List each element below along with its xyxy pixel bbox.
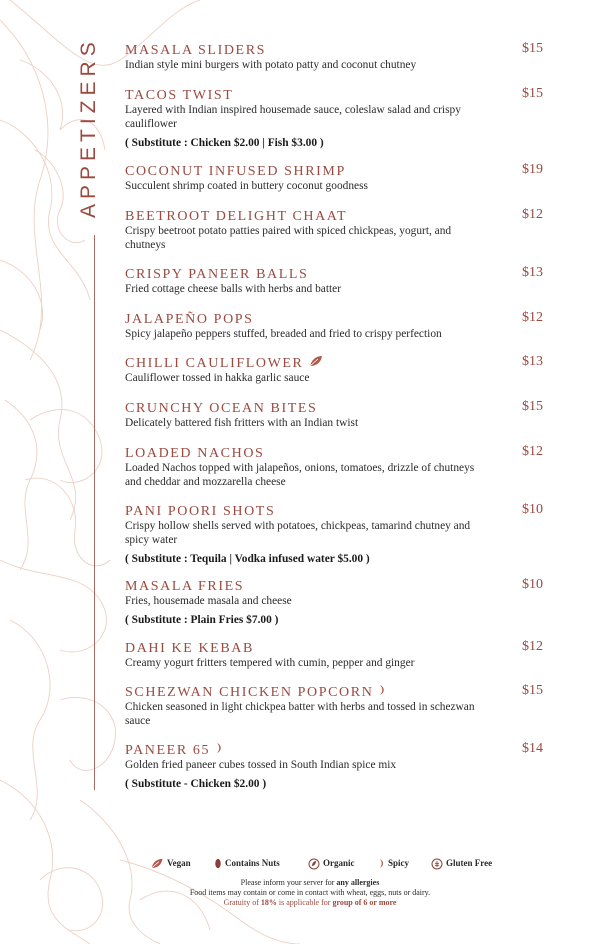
item-price: $15 bbox=[522, 683, 543, 698]
legend-label: Spicy bbox=[388, 858, 410, 868]
menu-item bbox=[125, 639, 545, 670]
item-price: $19 bbox=[522, 162, 543, 177]
item-price: $12 bbox=[522, 310, 543, 325]
item-description: Indian style mini burgers with potato patty and coconut chutney bbox=[125, 59, 417, 71]
menu-item bbox=[125, 502, 545, 565]
item-name: MASALA SLIDERS bbox=[125, 43, 267, 58]
item-price: $10 bbox=[522, 577, 543, 592]
menu-item bbox=[125, 310, 545, 341]
item-price: $15 bbox=[522, 399, 543, 414]
vegan-icon bbox=[309, 354, 323, 372]
item-substitute: ( Substitute : Chicken $2.00 | Fish $3.00 ) bbox=[125, 137, 324, 149]
item-description: Succulent shrimp coated in buttery coconut goodness bbox=[125, 180, 368, 192]
item-name: CHILLI CAULIFLOWER bbox=[125, 356, 304, 371]
item-name: PANI POORI SHOTS bbox=[125, 504, 276, 519]
gratuity-line: Gratuity of 18% is applicable for group of 6 or more bbox=[223, 898, 397, 907]
legend-gluten-free bbox=[431, 858, 492, 870]
item-price: $12 bbox=[522, 207, 543, 222]
item-description: Crispy hollow shells served with potatoes, chickpeas, tamarind chutney and spicy water bbox=[125, 520, 471, 546]
menu-item bbox=[125, 207, 545, 252]
dietary-legend bbox=[150, 858, 500, 874]
allergy-notes bbox=[130, 878, 490, 908]
menu-item bbox=[125, 399, 545, 430]
item-description: Loaded Nachos topped with jalapeños, onions, tomatoes, drizzle of chutneys and cheddar and mozzarella cheese bbox=[125, 462, 475, 488]
menu-item bbox=[125, 741, 545, 790]
item-description: Cauliflower tossed in hakka garlic sauce bbox=[125, 372, 310, 384]
item-name: PANEER 65 bbox=[125, 743, 211, 758]
menu-item bbox=[125, 162, 545, 193]
menu-item bbox=[125, 86, 545, 149]
legend-spicy bbox=[378, 858, 409, 869]
item-price: $15 bbox=[522, 86, 543, 101]
item-name: CRUNCHY OCEAN BITES bbox=[125, 401, 318, 416]
item-price: $12 bbox=[522, 444, 543, 459]
item-description: Creamy yogurt fritters tempered with cumin, pepper and ginger bbox=[125, 657, 415, 669]
spicy-icon bbox=[378, 683, 386, 701]
item-description: Fries, housemade masala and cheese bbox=[125, 595, 292, 607]
item-name: SCHEZWAN CHICKEN POPCORN bbox=[125, 685, 374, 700]
menu-item bbox=[125, 41, 545, 72]
item-name: LOADED NACHOS bbox=[125, 446, 265, 461]
section-title: APPETIZERS bbox=[77, 37, 100, 218]
item-name: DAHI KE KEBAB bbox=[125, 641, 254, 656]
item-description: Fried cottage cheese balls with herbs and batter bbox=[125, 283, 342, 295]
legend-vegan bbox=[150, 858, 191, 869]
spicy-icon bbox=[378, 858, 385, 869]
section-divider bbox=[94, 235, 95, 790]
legend-label: Organic bbox=[323, 858, 355, 869]
item-price: $13 bbox=[522, 265, 543, 280]
item-name: JALAPEÑO POPS bbox=[125, 312, 254, 327]
item-price: $13 bbox=[522, 354, 543, 369]
legend-label: Contains Nuts bbox=[225, 858, 280, 868]
item-description: Delicately battered fish fritters with an Indian twist bbox=[125, 417, 359, 429]
item-name: CRISPY PANEER BALLS bbox=[125, 267, 309, 282]
item-substitute: ( Substitute - Chicken $2.00 ) bbox=[125, 778, 267, 790]
item-description: Chicken seasoned in light chickpea batter with herbs and tossed in schezwan sauce bbox=[125, 701, 475, 727]
legend-nuts bbox=[214, 858, 280, 869]
spicy-icon bbox=[215, 741, 223, 759]
item-price: $15 bbox=[522, 41, 543, 56]
item-price: $10 bbox=[522, 502, 543, 517]
legend-label: Vegan bbox=[167, 858, 191, 868]
menu-item bbox=[125, 444, 545, 489]
menu-item bbox=[125, 683, 545, 728]
nut-icon bbox=[214, 858, 222, 869]
allergy-line: Please inform your server for any allergies bbox=[240, 878, 380, 887]
item-price: $12 bbox=[522, 639, 543, 654]
organic-icon bbox=[308, 858, 320, 870]
legend-label: Gluten Free bbox=[446, 858, 493, 869]
menu-item bbox=[125, 354, 545, 385]
item-description: Layered with Indian inspired housemade sauce, coleslaw salad and crispy cauliflower bbox=[125, 104, 461, 130]
item-description: Crispy beetroot potato patties paired with spiced chickpeas, yogurt, and chutneys bbox=[125, 225, 452, 251]
item-substitute: ( Substitute : Plain Fries $7.00 ) bbox=[125, 614, 279, 626]
menu-item bbox=[125, 265, 545, 296]
item-name: MASALA FRIES bbox=[125, 579, 245, 594]
gluten-free-icon bbox=[431, 858, 443, 870]
legend-organic bbox=[308, 858, 355, 870]
item-name: TACOS TWIST bbox=[125, 88, 234, 103]
item-name: COCONUT INFUSED SHRIMP bbox=[125, 164, 346, 179]
item-substitute: ( Substitute : Tequila | Vodka infused water $5.00 ) bbox=[125, 553, 370, 565]
item-name: BEETROOT DELIGHT CHAAT bbox=[125, 209, 348, 224]
contamination-line: Food items may contain or come in contact with wheat, eggs, nuts or dairy. bbox=[189, 888, 431, 897]
item-description: Golden fried paneer cubes tossed in South Indian spice mix bbox=[125, 759, 397, 771]
item-price: $14 bbox=[522, 741, 543, 756]
vegan-icon bbox=[150, 858, 164, 869]
menu-item bbox=[125, 577, 545, 626]
item-description: Spicy jalapeño peppers stuffed, breaded and fried to crispy perfection bbox=[125, 328, 442, 340]
